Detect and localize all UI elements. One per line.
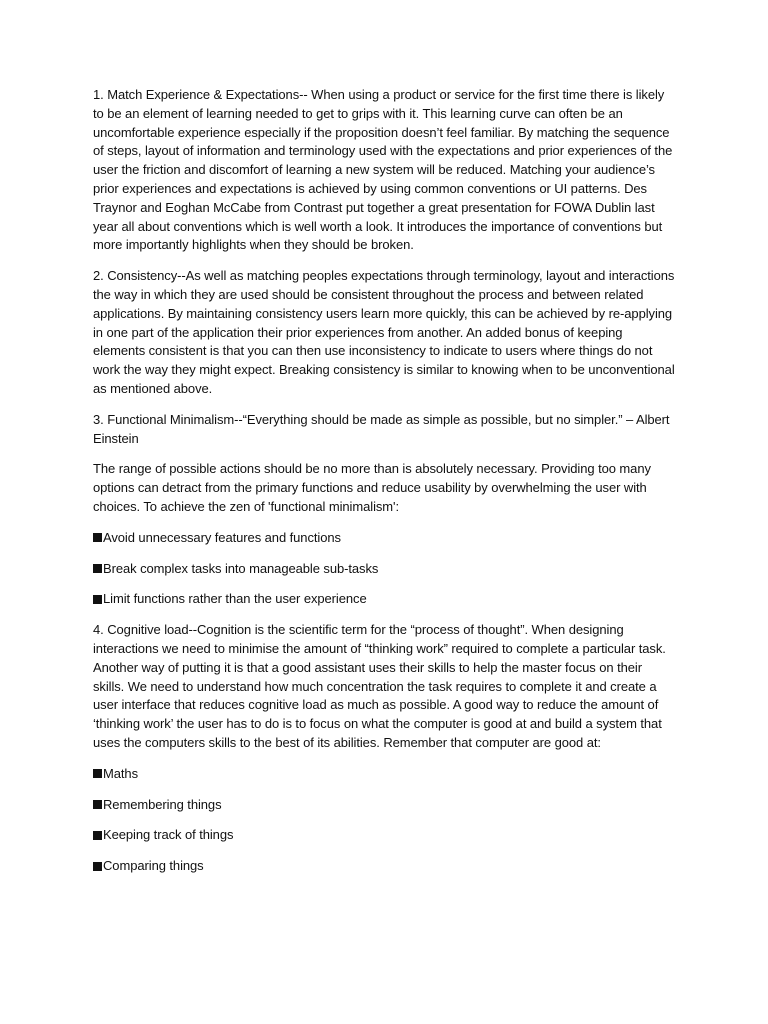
paragraph-match-experience: 1. Match Experience & Expectations-- When using a product or service for the first time there is likely to be an element of learning needed to get to grips with it. This learning curve can often be an uncomfortable experience especially if the proposition doesn’t feel familiar. By matching the sequence of steps, layout of information and terminology used with the expectations and prior experiences of the user the friction and discomfort of learning a new system will be reduced. Matching your audience’s prior experiences and expectations is achieved by using common conventions or UI patterns. Des Traynor and Eoghan McCabe from Contrast put together a great presentation for FOWA Dublin last year all about conventions which is well worth a look. It introduces the importance of conventions but more importantly highlights when they should be broken. xyxy=(93,87,673,253)
bullet-text: Comparing things xyxy=(103,858,204,874)
bullet-text: Remembering things xyxy=(103,796,222,812)
bullet-item xyxy=(93,796,675,815)
square-bullet-icon xyxy=(93,564,102,573)
bullet-item xyxy=(93,857,675,876)
paragraph-cognitive-load: 4. Cognitive load--Cognition is the scientific term for the “process of thought”. When designing interactions we need to minimise the amount of “thinking work” required to complete a particular task. Another way of putting it is that a good assistant uses their skills to help the master focus on their skills. We need to understand how much concentration the task requires to complete it and create a user interface that reduces cognitive load as much as possible. A good way to reduce the amount of ‘thinking work’ the user has to do is to focus on what the computer is good at and build a system that uses the computers skills to the best of its abilities. Remember that computer are good at: xyxy=(93,622,666,750)
square-bullet-icon xyxy=(93,862,102,871)
bullet-item xyxy=(93,590,675,609)
square-bullet-icon xyxy=(93,769,102,778)
square-bullet-icon xyxy=(93,595,102,604)
square-bullet-icon xyxy=(93,533,102,542)
square-bullet-icon xyxy=(93,831,102,840)
bullet-item xyxy=(93,826,675,845)
bullet-text: Break complex tasks into manageable sub-tasks xyxy=(103,560,379,576)
bullet-item xyxy=(93,560,675,579)
bullet-text: Maths xyxy=(103,765,139,781)
paragraph-range-of-actions: The range of possible actions should be no more than is absolutely necessary. Providing too many options can detract from the primary functions and reduce usability by overwhelming the user with choices. To achieve the zen of 'functional minimalism': xyxy=(93,461,651,514)
paragraph-functional-minimalism: 3. Functional Minimalism--“Everything should be made as simple as possible, but no simpler.” – Albert Einstein xyxy=(93,411,670,446)
square-bullet-icon xyxy=(93,800,102,809)
bullet-text: Limit functions rather than the user experience xyxy=(103,591,367,607)
paragraph-consistency: 2. Consistency--As well as matching peoples expectations through terminology, layout and interactions the way in which they are used should be consistent throughout the process and between related applications. By maintaining consistency users learn more quickly, this can be achieved by re-applying in one part of the application their prior experiences from another. An added bonus of keeping elements consistent is that you can then use inconsistency to indicate to users where things do not work the way they might expect. Breaking consistency is similar to knowing when to be unconventional as mentioned above. xyxy=(93,268,675,396)
bullet-text: Keeping track of things xyxy=(103,827,234,843)
bullet-item xyxy=(93,529,675,548)
document-page xyxy=(93,86,675,888)
bullet-text: Avoid unnecessary features and functions xyxy=(103,529,341,545)
bullet-item xyxy=(93,765,675,784)
